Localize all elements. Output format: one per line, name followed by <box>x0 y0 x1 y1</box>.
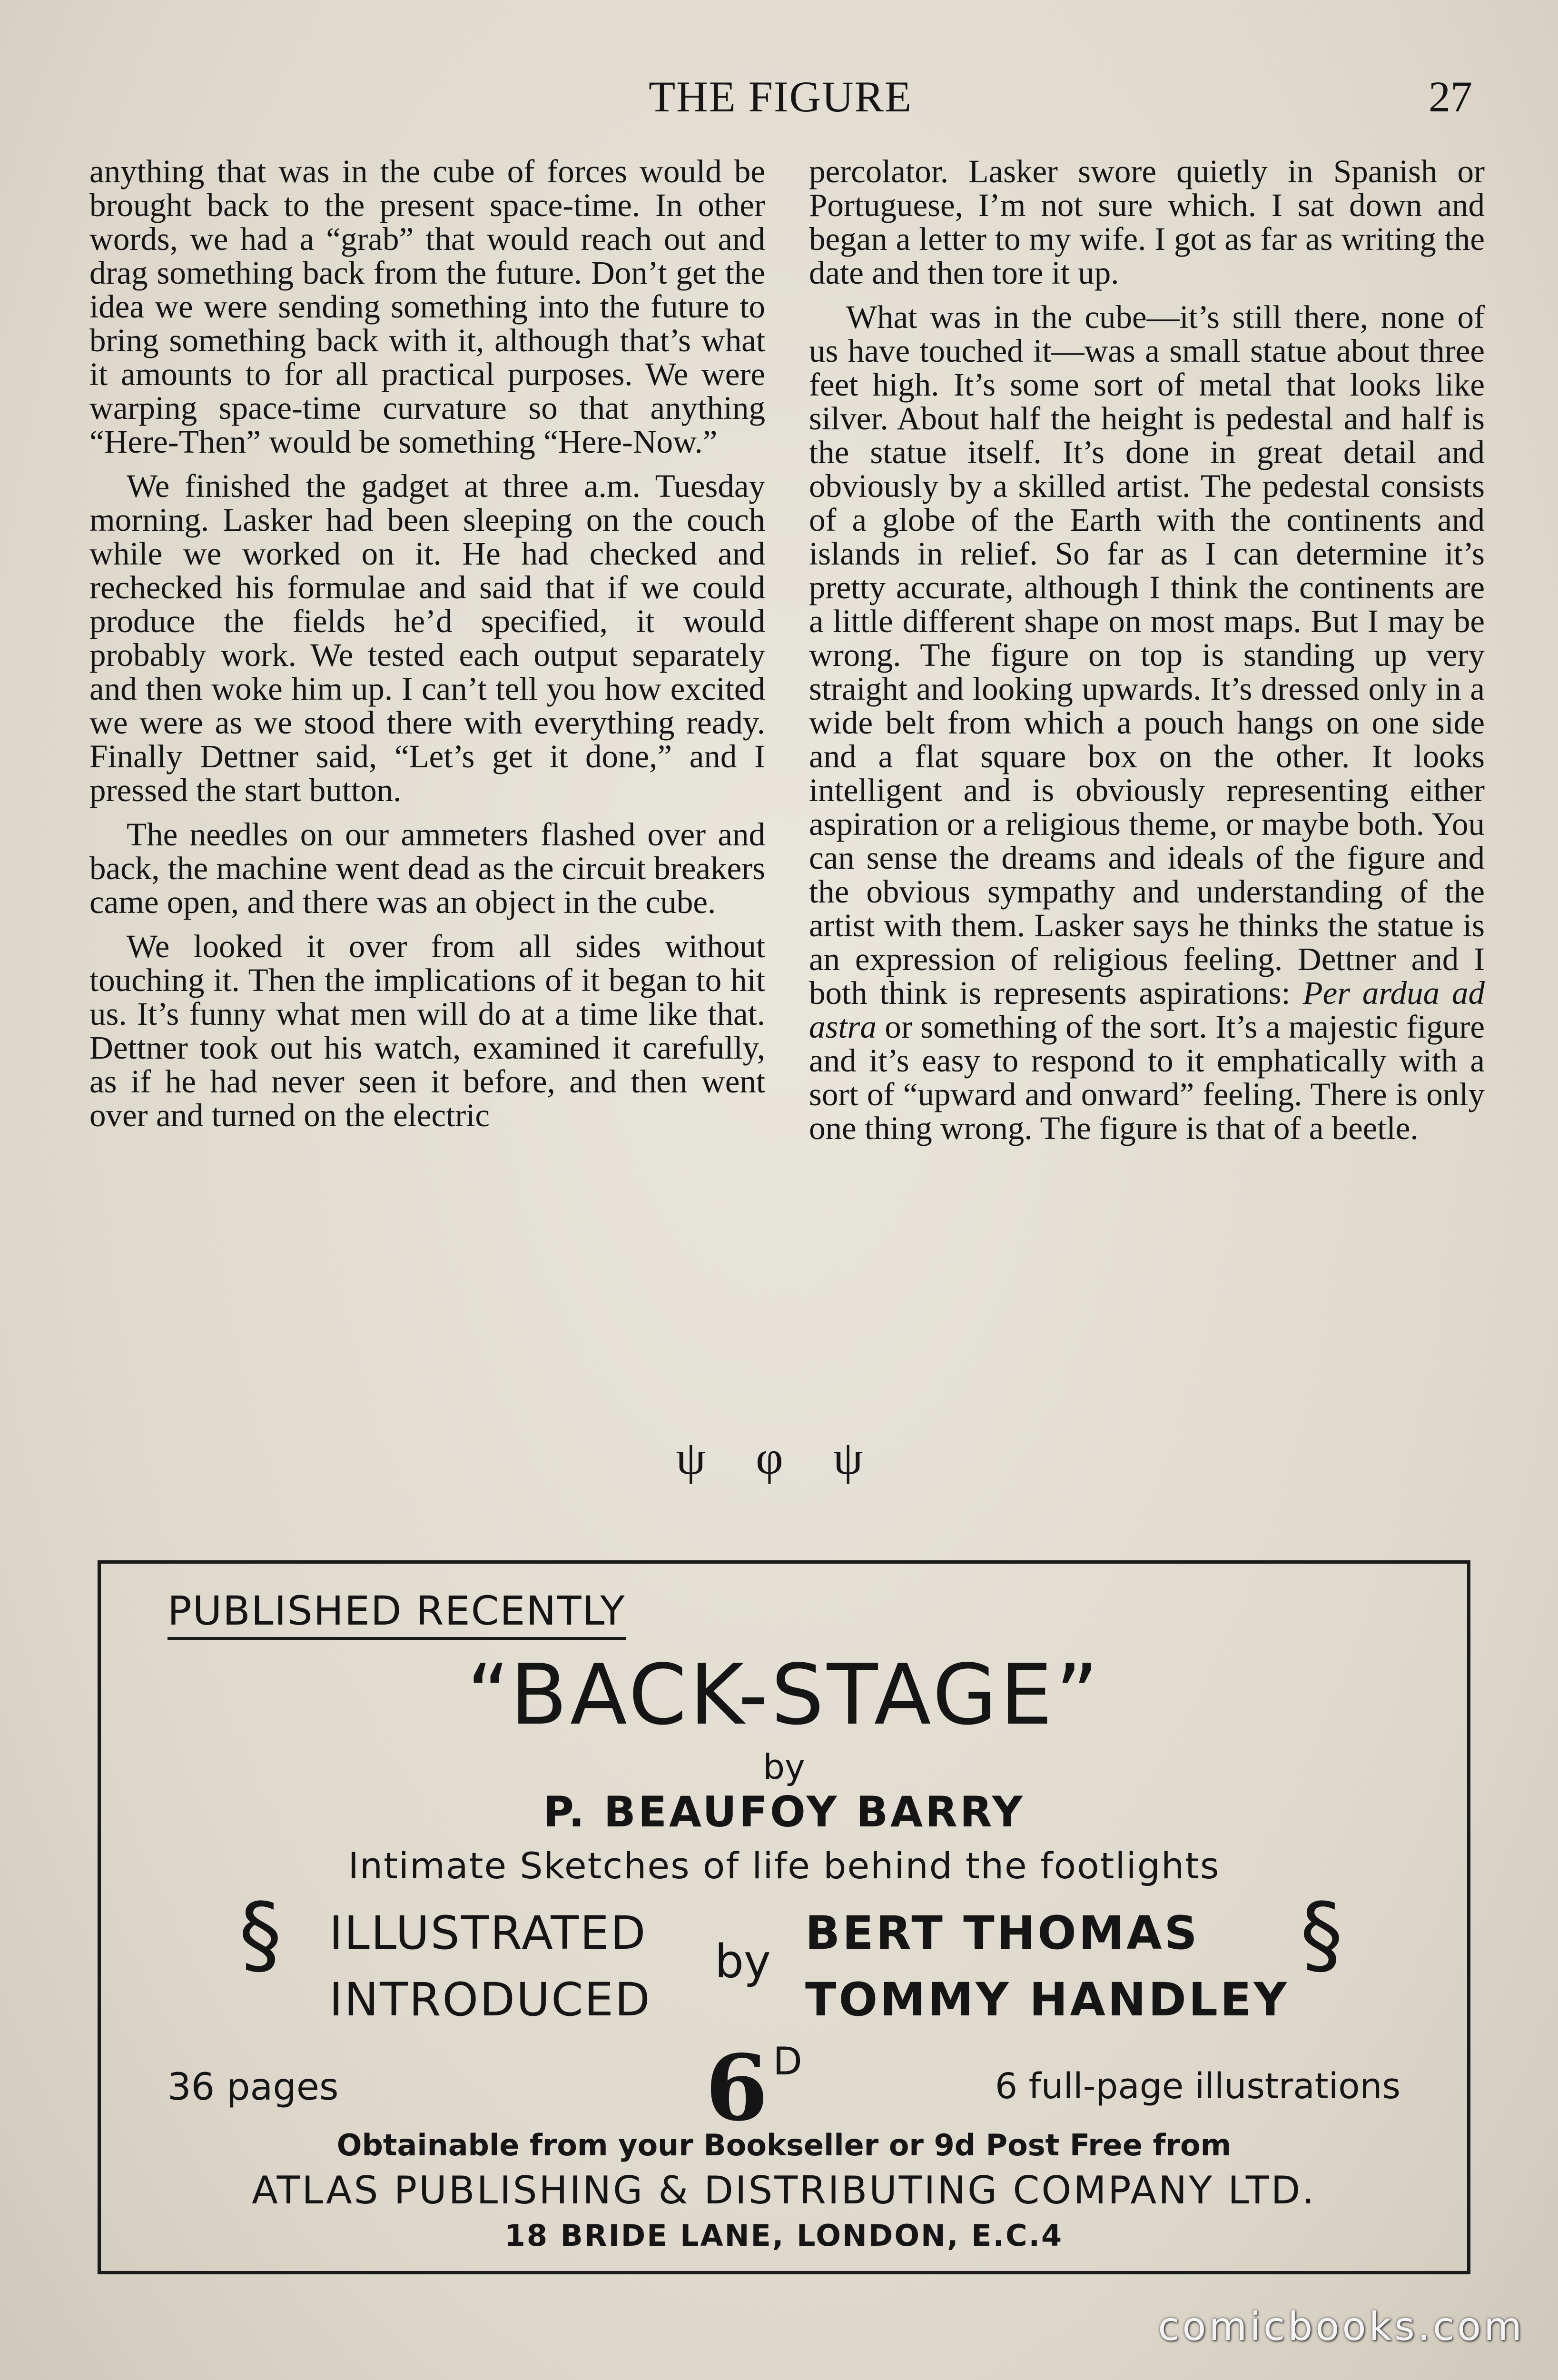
ad-credit-introduced: INTRODUCED <box>329 1973 651 2026</box>
running-title: THE FIGURE <box>648 72 913 121</box>
section-divider: ψ φ ψ <box>676 1431 882 1484</box>
ad-by-text: by <box>763 1747 805 1787</box>
story-column-left <box>89 155 765 1143</box>
story-paragraph: anything that was in the cube of forces would be brought back to the present space-time. In other words, we had a “grab” that would reach out and drag something back from the future. Don’t get the idea we were sending something into the future to bring something back with it, although that’s what it amounts to for all practical purposes. We were warping space-time curvature so that anything “Here-Then” would be something “Here-Now.” <box>89 153 765 460</box>
ad-heading: PUBLISHED RECENTLY <box>168 1587 626 1640</box>
story-text: or something of the sort. It’s a majestic figure and it’s easy to respond to it emphatically with a sort of “upward and onward” feeling. There is only one thing wrong. The figure is that of a beetle. <box>809 1009 1485 1146</box>
ad-obtain-line: Obtainable from your Bookseller or 9d Post Free from <box>336 2128 1232 2162</box>
ad-credit-illustrated: ILLUSTRATED <box>329 1906 647 1960</box>
ad-illustrator-name: BERT THOMAS <box>805 1906 1200 1960</box>
ad-book-title: “BACK-STAGE” <box>466 1647 1102 1744</box>
story-paragraph: We looked it over from all sides without touching it. Then the implications of it began to hit us. It’s funny what men will do at a time like that. Dettner took out his watch, examined it carefully, as if he had never seen it before, and then went over and turned on the electric <box>89 928 765 1133</box>
ad-by-text: by <box>715 1935 771 1988</box>
ad-tagline: Intimate Sketches of life behind the footlights <box>348 1844 1220 1887</box>
story-column-right <box>809 155 1485 1156</box>
story-paragraph: The needles on our ammeters flashed over and back, the machine went dead as the circuit breakers came open, and there was an object in the cube. <box>89 816 765 920</box>
ad-publisher: ATLAS PUBLISHING & DISTRIBUTING COMPANY LTD. <box>252 2168 1316 2212</box>
story-text: What was in the cube—it’s still there, none of us have touched it—was a small statue about three feet high. It’s some sort of metal that looks like silver. About half the height is pedestal and half is the statue itself. It’s done in great detail and obviously by a skilled artist. The pedestal consists of a globe of the Earth with the continents and islands in relief. So far as I can determine it’s pretty accurate, although I think the continents are a little different shape on most maps. But I may be wrong. The figure on top is standing up very straight and looking upwards. It’s dressed only in a wide belt from which a pouch hangs on one side and a flat square box on the other. It looks intelligent and is obviously representing either aspiration or a religious theme, or maybe both. You can sense the dreams and ideals of the figure and the obvious sympathy and understanding of the artist with them. Lasker says he thinks the statue is an expression of religious feeling. Dettner and I both think is represents aspirations: <box>809 299 1485 1011</box>
ad-illustration-count: 6 full-page illustrations <box>995 2066 1400 2107</box>
ad-price-value: 6 <box>705 2035 769 2141</box>
ornament-left-icon: § <box>239 1885 267 1984</box>
ad-introducer-name: TOMMY HANDLEY <box>805 1973 1290 2026</box>
story-paragraph: percolator. Lasker swore quietly in Spanish or Portuguese, I’m not sure which. I sat down and began a letter to my wife. I got as far as writing the date and then tore it up. <box>809 153 1485 291</box>
story-paragraph: We finished the gadget at three a.m. Tuesday morning. Lasker had been sleeping on the couch while we worked on it. He had checked and rechecked his formulae and said that if we could produce the fields he’d specified, it would probably work. We tested each output separately and then woke him up. I can’t tell you how excited we were as we stood there with everything ready. Finally Dettner said, “Let’s get it done,” and I pressed the start button. <box>89 468 765 808</box>
latin-phrase: Per ardua ad astra <box>809 975 1485 1045</box>
ad-page-count: 36 pages <box>168 2066 339 2109</box>
advertisement-box <box>98 1560 1470 2274</box>
watermark: comicbooks.com <box>1158 2304 1525 2350</box>
ad-price-unit: D <box>773 2039 802 2083</box>
ad-address: 18 BRIDE LANE, LONDON, E.C.4 <box>504 2218 1064 2253</box>
ornament-right-icon: § <box>1300 1885 1329 1984</box>
ad-price <box>705 2035 802 2141</box>
page-number: 27 <box>1429 72 1472 121</box>
ad-author: P. BEAUFOY BARRY <box>543 1787 1025 1836</box>
story-paragraph <box>809 300 1485 1145</box>
